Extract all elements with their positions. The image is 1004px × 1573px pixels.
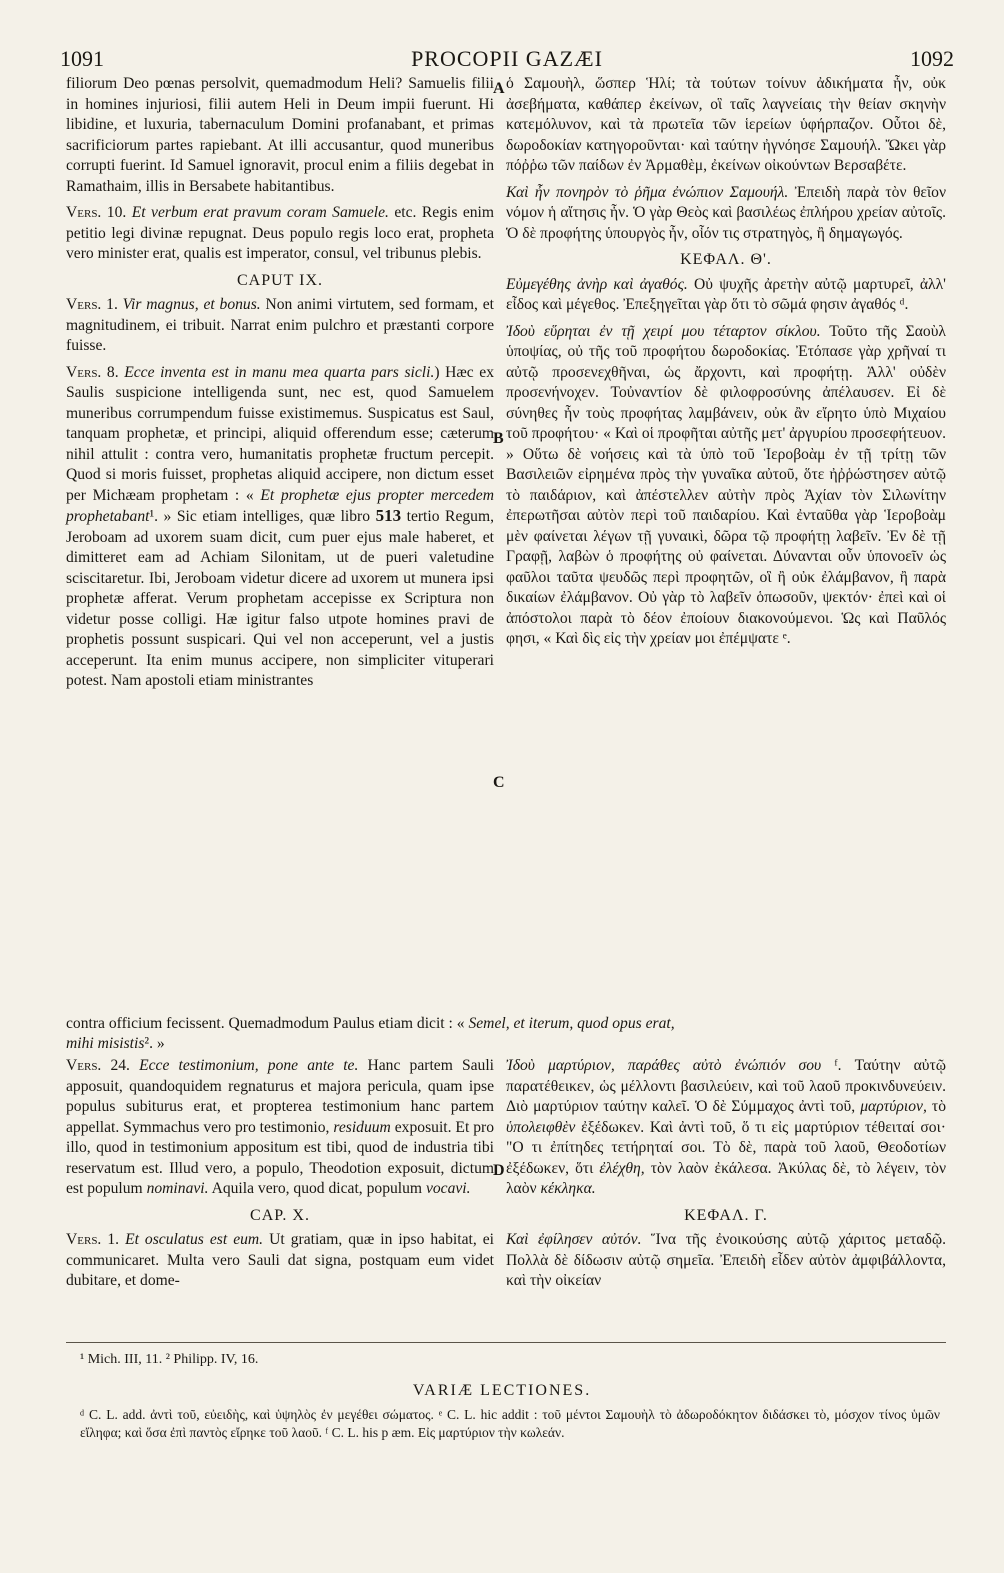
verse-text: ἐξέδωκεν. Καὶ ἀντὶ τοῦ, ὅ τι εἰς μαρτύριον τέθειταί σοι· "Ο τι ἐπίτηδες τετήρηταί σοι. Τὸ δὲ, παρὰ τοῦ λαοῦ, Θεοδοτίων ἐξέδωκεν, ὅτι xyxy=(506,1118,946,1177)
column-number: 513 xyxy=(375,506,402,525)
verse-text: ) Hæc ex Saulis suspicione intelligenda sunt, nec est, quod Samuelem muneribus corrumpendum fuisse existimemus. Suspicatus est Saul, tanquam prophetæ, et principi, aliquid offerendum esse; cæterum nihil attulit : contra vero, humanitatis prophetæ fructum percepit. Quod si moris fuisset, prophetas aliquid accipere, non dictum esset per Michæam prophetam : « xyxy=(66,363,494,504)
fullwidth-line-2 xyxy=(66,1034,494,1055)
latin-chapter-heading: CAPUT IX. xyxy=(236,271,324,289)
fullwidth-text: contra officium fecissent. Quemadmodum Paulus etiam dicit : « xyxy=(66,1015,465,1032)
verse-label: Vers. 10. xyxy=(66,204,127,221)
margin-letter-b: B xyxy=(493,430,504,447)
verse-lemma: Ecce testimonium, pone ante te. xyxy=(139,1057,359,1074)
greek-column xyxy=(506,74,946,656)
verse-term: vocavi. xyxy=(425,1180,471,1197)
verse-lemma: Vir magnus, et bonus. xyxy=(122,296,261,313)
verse-lemma: Et osculatus est eum. xyxy=(125,1231,264,1248)
greek-paragraph: ὁ Σαμουὴλ, ὥσπερ Ἡλί; τὰ τούτων τοίνυν ἀδικήματα ἦν, οὐκ ἀσεβήματα, καθάπερ ἐκείνων, οἳ ταῖς λαγνείαις τὴν θείαν σκηνὴν κατεμόλυνον, καὶ τὰ πρωτεῖα τῶν ἱερείων ὑφήρπαζον. Οὗτοι δὲ, δωροδοκίαν κατηγοροῦνται· καὶ ταύτην ἠγνόησε Σαμουήλ. Ὤκει γὰρ πόῤῥω τῶν παίδων ἐν Ἀρμαθὲμ, ἐκείνων οἰκούντων Βερσαβέτε. xyxy=(506,75,946,174)
verse-term: ἐλέχθη, xyxy=(599,1159,645,1177)
verse-label: Vers. 8. xyxy=(66,363,119,381)
footnote-divider xyxy=(66,1342,946,1343)
margin-letter-d: D xyxy=(493,1162,505,1179)
verse-footnote-mark: ᶠ. xyxy=(834,1057,842,1074)
latin-column-lower xyxy=(66,1056,494,1298)
verse-text: Aquila vero, quod dicat, populum xyxy=(211,1180,423,1197)
verse-lemma: Ecce inventa est in manu mea quarta pars sicli. xyxy=(124,363,435,381)
verse-term: residuum xyxy=(333,1118,391,1136)
latin-verse-8 xyxy=(66,363,494,692)
greek-verse-1 xyxy=(506,275,946,316)
verse-text: Ut gratiam, quæ in ipso habitat, ei communicaret. Multa vero Sauli dat signa, postquam eum videt dubitare, et dome- xyxy=(66,1231,494,1289)
latin-paragraph: filiorum Deo pœnas persolvit, quemadmodum Heli? Samuelis filii in homines injuriosi, filii autem Heli in Deum impii fuerunt. Hi libidine, et luxuria, tabernaculum Domini profanabant, et primas sacrificiorum partes rapiebant. At illi accusantur, quod muneribus corrupti fuerint. Id Samuel ignoravit, procul enim a filiis degebat in Ramathaim, illis in Bersabete habitantibus. xyxy=(66,75,494,195)
greek-verse-8 xyxy=(506,322,946,650)
verse-term: μαρτύριον, xyxy=(860,1098,927,1115)
margin-letter-a: A xyxy=(493,80,505,97)
running-head xyxy=(60,46,954,74)
latin-verse-24 xyxy=(66,1056,494,1200)
verse-lemma: Et verbum erat pravum coram Samuele. xyxy=(131,204,389,221)
verse-text: Ἐπειδὴ παρὰ τὸν θεῖον νόμον ἡ αἴτησις ἦν. Ὁ γὰρ Θεὸς καὶ βασιλέως ἐπλήρου χρείαν αὐτοῖς. Ὁ δὲ προφήτης ὑπουργὸς ἦν, οἷόν τις στρατηγὸς, ἢ δημαγωγός. xyxy=(506,183,947,242)
verse-text: exposuit. Et pro illo, quod in testimonium appositum est tibi, quod de industria tibi reservatum est. Illud vero, a populo, Theodotion exposuit, dictum est populum xyxy=(66,1118,495,1197)
verse-label: Vers. 1. xyxy=(66,1231,120,1248)
verse-label: Vers. 1. xyxy=(66,296,118,313)
verse-text: Τοῦτο τῆς Σαοὺλ ὑποψίας, οὐ τῆς τοῦ προφήτου δωροδοκίας. Ἐτόπασε γὰρ χρῆναί τι αὐτῷ προσενεχθῆναι, ὡς ἄρχοντι, καὶ προφήτῃ. Ἀλλ' οὐδὲν προσενήνοχεν. Τοὐναντίον δὲ φιλοφροσύνης ἀπέλαυσεν. Εἰ δὲ σύνηθες ἦν τοὺς προφήτας λαμβάνειν, οὐκ ἂν εἴρητο ὑπὸ Μιχαίου τοῦ προφήτου· « Καὶ οἱ προφῆται αὐτῆς μετ' ἀργυρίου προσεφήτευον. » Οὕτω δὲ νοήσεις καὶ τὰ ὑπὸ τοῦ Ἱεροβοὰμ ἐν τῇ τρίτῃ τῶν Βασιλειῶν εἰρημένα πρὸς τὴν γυναῖκα αὐτοῦ, ὅτε ἠῤῥώστησεν αὐτῷ τὸ παιδάριον, καὶ ἀπέστελλεν αὐτὴν πρὸς Ἀχίαν τὸν Σιλωνίτην ἐπερωτῆσαι αὐτὸν περὶ τοῦ παιδαρίου. Καὶ ἐνταῦθα γὰρ Ἱεροβοὰμ μὲν φαίνεται λέγων τῇ γυναικὶ, δῶρα τῷ προφήτῃ λαβεῖν. Ἐν δὲ τῇ Γραφῇ, λαβὼν ὁ προφήτης οὐ φαίνεται. Δύνανται οὖν ὑπονοεῖν ὡς φαῦλοι ταῦτα ψευδῶς περὶ προφητῶν, οἳ ἢ οὐκ ἐλάμβανον, ἢ παρὰ δικαίων ἐλάμβανον. Οὐ γὰρ τὸ λαβεῖν ὁπωσοῦν, ψεκτόν· ἐπεὶ καὶ οἱ ἀπόστολοι παρὰ τὸ δέον ἐποίουν διακονούμενοι. Ὡς καὶ Παῦλός φησι, « Καὶ δὶς εἰς τὴν χρείαν μοι ἐπέμψατε ᵉ. xyxy=(506,322,946,647)
verse-lemma: Ἰδοὺ μαρτύριον, παράθες αὐτὸ ἐνώπιόν σου xyxy=(506,1057,822,1074)
verse-term: κέκληκα. xyxy=(540,1180,596,1197)
margin-letter-c: C xyxy=(493,774,505,791)
verse-lemma: Ἰδοὺ εὕρηται ἐν τῇ χειρί μου τέταρτον σίκλου. xyxy=(506,322,821,340)
latin-chapter-heading: CAP. X. xyxy=(250,1206,310,1224)
variae-lectiones-title: VARIÆ LECTIONES. xyxy=(412,1382,592,1399)
running-title: PROCOPII GAZÆI xyxy=(411,46,603,71)
verse-term: ὑπολειφθὲν xyxy=(506,1118,576,1136)
verse-quote: Et prophetæ ejus propter mercedem prophetabant xyxy=(66,486,494,525)
verse-lemma: Καὶ ἐφίλησεν αὐτόν. xyxy=(506,1231,642,1248)
greek-chapter-heading: ΚΕΦΑΛ. Γ. xyxy=(684,1206,768,1224)
verse-text: tertio Regum, Jeroboam ad uxorem suam dicit, cum puer ejus male haberet, et dimitteret eam ad Achiam Silonitam, ut de pueri valetudine sciscitaretur. Ibi, Jeroboam videtur dicere ad uxorem ut munera ipsi prophetæ afferat. Verum prophetam accepisse ex Scriptura non videtur posse colligi. Hæ igitur falso utpote homines pravi de prophetis possunt suspicari. Qui vel non acceperunt, vel a justis acceperunt. Ita enim munus accipere, non simpliciter vituperari potest. Nam apostoli etiam ministrantes xyxy=(66,508,494,689)
latin-verse-1 xyxy=(66,1230,494,1292)
latin-verse-1 xyxy=(66,295,494,357)
footnotes: ¹ Mich. III, 11. ² Philipp. IV, 16. xyxy=(80,1352,259,1367)
fullwidth-quote: Semel, et iterum, quod opus erat, xyxy=(468,1015,675,1032)
greek-column-lower xyxy=(506,1056,946,1298)
fullwidth-line-1 xyxy=(66,1014,946,1035)
page-number-left: 1091 xyxy=(60,46,104,71)
verse-lemma: Εὐμεγέθης ἀνὴρ καὶ ἀγαθός. xyxy=(506,275,688,293)
greek-verse-24 xyxy=(506,1056,946,1200)
variae-lectiones-text: ᵈ C. L. add. ἀντὶ τοῦ, εὐειδὴς, καὶ ὑψηλὸς ἐν μεγέθει σώματος. ᵉ C. L. hic addit : τοῦ μέντοι Σαμουὴλ τὸ ἀδωροδόκητον διδάσκει τὸ, μόσχον τίνος ὑμῶν εἴληφα; καὶ ὅσα ἐπὶ παντὸς εἴρηκε τοῦ λαοῦ. ᶠ C. L. his p æm. Εἰς μαρτύριον τὴν κωλεάν. xyxy=(80,1407,940,1440)
greek-chapter-heading: ΚΕΦΑΛ. Θ'. xyxy=(680,251,772,268)
verse-text: Hanc partem Sauli apposuit, quandoquidem regnaturus et majora pericula, quam ipse populus subiturus erat, et propterea testimonium hanc partem appellat. Symmachus vero pro testimonio, xyxy=(66,1057,495,1136)
verse-text: etc. Regis enim petitio legi divinæ repugnat. Deus populo regis loco erat, propheta vero minister erat, qualis est imperator, consul, vel tribunus plebis. xyxy=(66,204,495,262)
verse-text: Ταύτην αὐτῷ παρατέθεικεν, ὡς μέλλοντι βασιλεύειν, καὶ τοῦ λαοῦ προκινδυνεύειν. Διὸ μαρτύριον ταύτην καλεῖ. Ὁ δὲ Σύμμαχος ἀντὶ τοῦ, xyxy=(506,1057,947,1115)
verse-text: Non animi virtutem, sed formam, et magnitudinem, ei tribuit. Narrat enim pulchro et præstanti corpore fuisse. xyxy=(66,296,494,354)
fullwidth-text: ². » xyxy=(144,1035,165,1052)
verse-text: Ἵνα τῆς ἐνοικούσης αὐτῷ χάριτος μεταδῷ. Πολλὰ δὲ δίδωσιν αὐτῷ σημεῖα. Ἐπειδὴ εἶδεν αὐτὸν ἀμφιβάλλοντα, καὶ τὴν οἰκείαν xyxy=(506,1231,946,1289)
verse-text: Οὐ ψυχῆς ἀρετὴν αὐτῷ μαρτυρεῖ, ἀλλ' εἶδος καὶ μέγεθος. Ἐπεξηγεῖται γὰρ ὅτι τὸ σῶμά φησιν ἀγαθός ᵈ. xyxy=(506,275,946,313)
verse-term: nominavi. xyxy=(146,1180,209,1197)
page-number-right: 1092 xyxy=(910,46,954,71)
fullwidth-quote: mihi misistis xyxy=(66,1035,145,1052)
latin-verse-10 xyxy=(66,203,494,265)
verse-text: τὸ xyxy=(931,1098,946,1115)
greek-verse-10 xyxy=(506,183,946,245)
verse-lemma: Καὶ ἦν πονηρὸν τὸ ῥῆμα ἐνώπιον Σαμουήλ. xyxy=(506,183,789,201)
latin-column xyxy=(66,74,494,698)
verse-text: ¹. » Sic etiam intelliges, quæ libro xyxy=(149,508,371,525)
verse-text: τὸν λαὸν ἐκάλεσα. Ἀκύλας δὲ, τὸ λέγειν, τὸν λαὸν xyxy=(506,1159,947,1197)
verse-label: Vers. 24. xyxy=(66,1057,130,1074)
greek-verse-1 xyxy=(506,1230,946,1292)
